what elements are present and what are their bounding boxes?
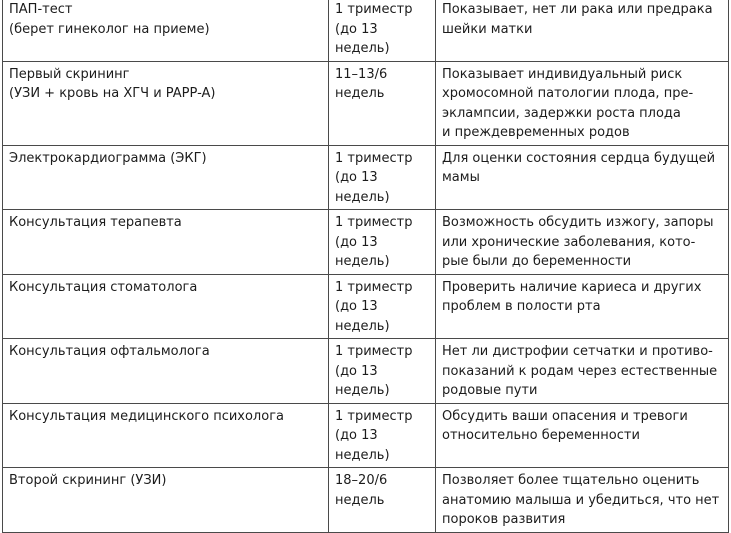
exam-description-cell: Для оценки состояния сердца будущей мамы — [436, 145, 729, 210]
exam-term-cell: 1 триместр (до 13 недель) — [329, 339, 436, 404]
table-row — [3, 339, 729, 404]
exam-name-cell: Электрокардиограмма (ЭКГ) — [3, 145, 329, 210]
exam-term-cell: 18–20/6 недель — [329, 468, 436, 533]
table-row — [3, 403, 729, 468]
table-row — [3, 468, 729, 533]
exam-term-cell: 1 триместр (до 13 недель) — [329, 210, 436, 275]
exam-name-cell: Консультация офтальмолога — [3, 339, 329, 404]
exam-description-cell: Обсудить ваши опасения и тревоги относительно беременности — [436, 403, 729, 468]
exam-description-cell: Показывает, нет ли рака или предрака шейки матки — [436, 0, 729, 61]
pregnancy-exam-table — [2, 0, 729, 533]
exam-term-cell: 11–13/6 недель — [329, 61, 436, 145]
exam-name-cell: Консультация терапевта — [3, 210, 329, 275]
table-row — [3, 274, 729, 339]
table-row — [3, 0, 729, 61]
exam-description-cell: Нет ли дистрофии сетчатки и противо- показаний к родам через естественные родовые пути — [436, 339, 729, 404]
exam-name-cell: Консультация стоматолога — [3, 274, 329, 339]
exam-name-cell: Первый скрининг (УЗИ + кровь на ХГЧ и PAPP-A) — [3, 61, 329, 145]
table-row — [3, 210, 729, 275]
exam-term-cell: 1 триместр (до 13 недель) — [329, 403, 436, 468]
exam-description-cell: Проверить наличие кариеса и других проблем в полости рта — [436, 274, 729, 339]
table-row — [3, 145, 729, 210]
exam-term-cell: 1 триместр (до 13 недель) — [329, 145, 436, 210]
exam-description-cell: Показывает индивидуальный риск хромосомной патологии плода, пре- эклампсии, задержки роста плода и преждевременных родов — [436, 61, 729, 145]
table-row — [3, 61, 729, 145]
exam-term-cell: 1 триместр (до 13 недель) — [329, 274, 436, 339]
exam-description-cell: Позволяет более тщательно оценить анатомию малыша и убедиться, что нет пороков развития — [436, 468, 729, 533]
exam-name-cell: ПАП-тест (берет гинеколог на приеме) — [3, 0, 329, 61]
exam-name-cell: Второй скрининг (УЗИ) — [3, 468, 329, 533]
exam-description-cell: Возможность обсудить изжогу, запоры или хронические заболевания, кото- рые были до беременности — [436, 210, 729, 275]
exam-name-cell: Консультация медицинского психолога — [3, 403, 329, 468]
exam-term-cell: 1 триместр (до 13 недель) — [329, 0, 436, 61]
